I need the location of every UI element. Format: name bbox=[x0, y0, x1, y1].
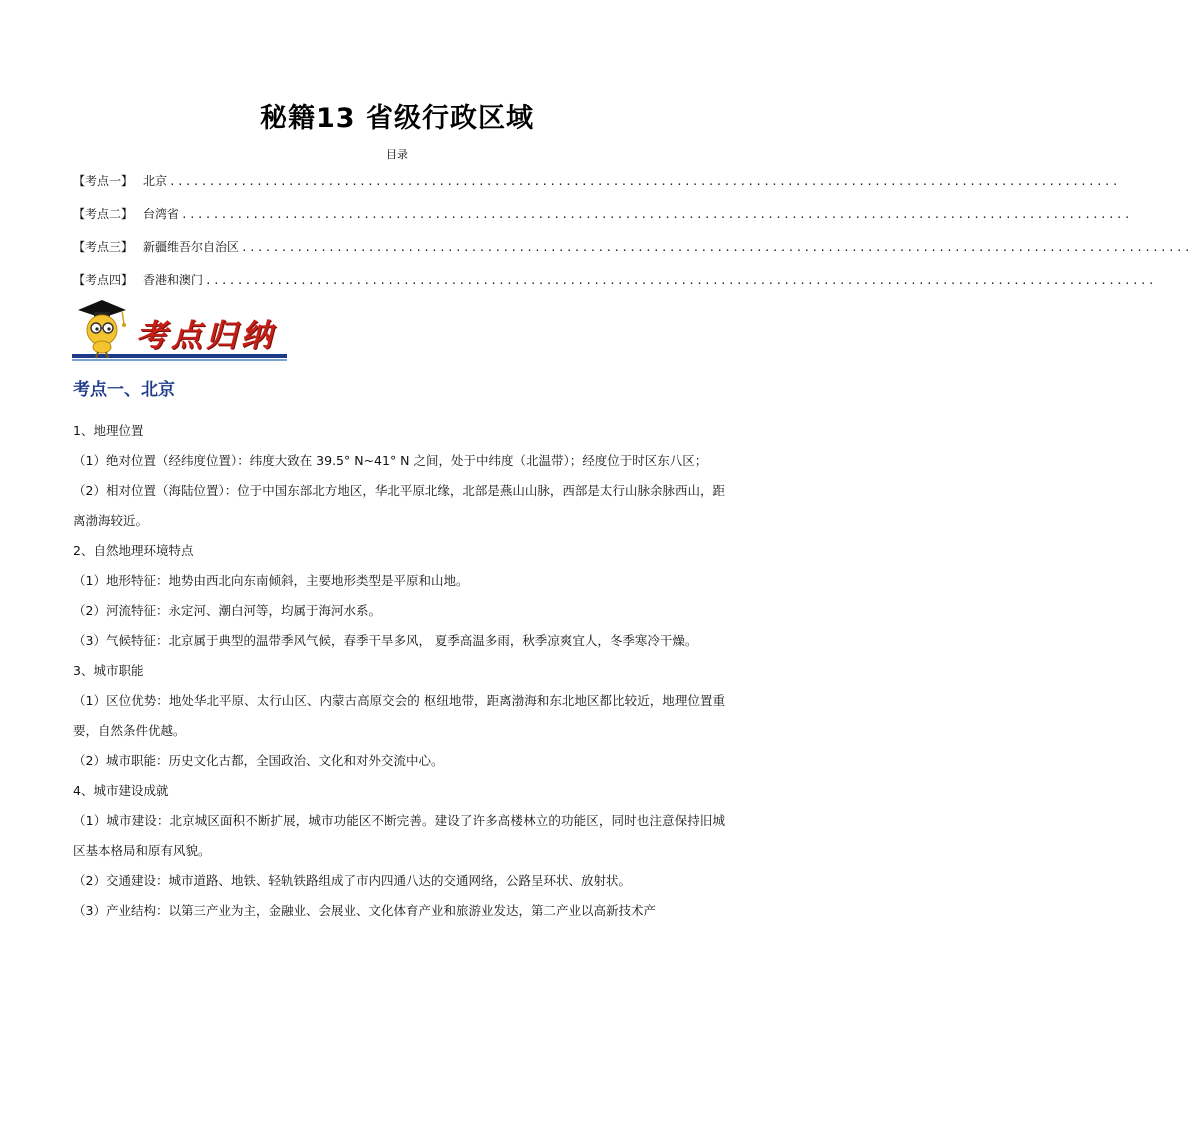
subheading: 4、城市建设成就 bbox=[73, 783, 169, 798]
paragraph: （3）气候特征：北京属于典型的温带季风气候，春季干旱多风， 夏季高温多雨，秋季凉爽宜人，冬季寒冷干燥。 bbox=[73, 633, 698, 648]
toc-entry-key: 【考点四】 bbox=[73, 273, 134, 287]
toc-entry-name: 香港和澳门 bbox=[143, 273, 204, 287]
toc-leader-dots: ........................................................................................................................ bbox=[241, 241, 1192, 254]
toc-entry-name: 新疆维吾尔自治区 bbox=[143, 240, 240, 254]
section-body bbox=[73, 416, 725, 926]
section-title: 考点一、北京 bbox=[73, 380, 175, 400]
toc-leader-dots: ........................................................................................................................ bbox=[181, 208, 1132, 221]
paragraph: （1）区位优势：地处华北平原、太行山区、内蒙古高原交会的 枢纽地带，距离渤海和东北地区都比较近，地理位置重要，自然条件优越。 bbox=[73, 693, 725, 738]
toc-entry[interactable] bbox=[73, 172, 1120, 205]
toc-entry-name: 北京 bbox=[143, 174, 168, 188]
toc-leader-dots: ........................................................................................................................ bbox=[205, 274, 1156, 287]
toc-entry-name: 台湾省 bbox=[143, 207, 180, 221]
subheading: 1、地理位置 bbox=[73, 423, 144, 438]
paragraph: （2）城市职能：历史文化古都，全国政治、文化和对外交流中心。 bbox=[73, 753, 444, 768]
paragraph: （3）产业结构：以第三产业为主，金融业、会展业、文化体育产业和旅游业发达，第二产业以高新技术产 bbox=[73, 903, 656, 918]
paragraph: （2）交通建设：城市道路、地铁、轻轨铁路组成了市内四通八达的交通网络，公路呈环状、放射状。 bbox=[73, 873, 631, 888]
section-banner bbox=[72, 296, 287, 366]
subheading: 2、自然地理环境特点 bbox=[73, 543, 194, 558]
paragraph: （1）城市建设：北京城区面积不断扩展，城市功能区不断完善。建设了许多高楼林立的功能区，同时也注意保持旧城区基本格局和原有风貌。 bbox=[73, 813, 725, 858]
toc-entry-key: 【考点一】 bbox=[73, 174, 134, 188]
toc-entry[interactable] bbox=[73, 238, 1192, 271]
paragraph: （1）绝对位置（经纬度位置）：纬度大致在 39.5° N~41° N 之间，处于中纬度（北温带）；经度位于时区东八区； bbox=[73, 453, 708, 468]
paragraph: （2）河流特征：永定河、潮白河等，均属于海河水系。 bbox=[73, 603, 381, 618]
paragraph: （1）地形特征：地势由西北向东南倾斜，主要地形类型是平原和山地。 bbox=[73, 573, 469, 588]
toc-leader-dots: ........................................................................................................................ bbox=[169, 175, 1120, 188]
table-of-contents bbox=[73, 172, 1192, 304]
banner-title: 考点归纳 bbox=[136, 318, 276, 354]
paragraph: （2）相对位置（海陆位置）：位于中国东部北方地区，华北平原北缘，北部是燕山山脉，西部是太行山脉余脉西山，距离渤海较近。 bbox=[73, 483, 725, 528]
toc-entry-key: 【考点二】 bbox=[73, 207, 134, 221]
toc-entry-key: 【考点三】 bbox=[73, 240, 134, 254]
subheading: 3、城市职能 bbox=[73, 663, 144, 678]
toc-entry[interactable] bbox=[73, 205, 1132, 238]
toc-heading: 目录 bbox=[386, 148, 408, 161]
page-title: 秘籍13 省级行政区域 bbox=[260, 103, 534, 134]
